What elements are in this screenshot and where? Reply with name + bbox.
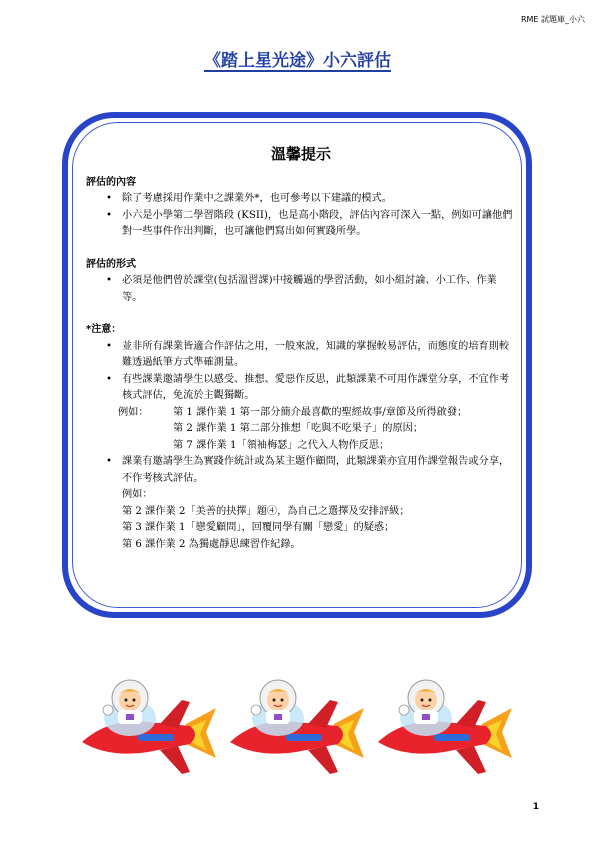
list-item-text: 除了考慮採用作業中之課業外*，也可參考以下建議的模式。 (122, 193, 392, 204)
bullet-icon: • (106, 373, 113, 385)
list-item-text: 必須是他們曾於課堂(包括溫習課)中接觸過的學習活動，如小組討論、小工作、作業等。 (122, 275, 497, 303)
bullet-icon: • (106, 209, 113, 221)
astronaut-rocket-icon (226, 672, 366, 782)
notes-list (86, 339, 516, 405)
list-item-text: 小六是小學第二學習階段 (KSII)，也是高小階段，評估內容可深入一點，例如可讓他們對一些事件作出判斷，也可讓他們寫出如何實踐所學。 (122, 209, 513, 237)
astronaut-rocket-icon (374, 672, 514, 782)
list-item (86, 339, 516, 372)
example-row (86, 405, 516, 422)
header-tag: RME 試題庫_小六 (520, 15, 585, 24)
bullet-icon: • (106, 340, 113, 352)
list-item (86, 273, 516, 306)
bullet-icon: • (106, 275, 113, 286)
content-list (86, 191, 516, 241)
tips-box (86, 146, 516, 553)
example-line: 第 3 課作業 1「戀愛顧問」，回覆同學有關「戀愛」的疑惑； (122, 522, 395, 533)
notes-list-2 (86, 454, 516, 487)
list-item (86, 191, 516, 208)
example-line: 第 2 課作業 1 第二部分推想「吃與不吃果子」的原因； (173, 423, 424, 434)
example-line: 第 6 課作業 2 為獨處靜思練習作紀錄。 (122, 538, 301, 550)
section-heading-notes: *注意： (86, 324, 122, 335)
tips-title: 溫馨提示 (270, 145, 331, 163)
example-line: 第 1 課作業 1 第一部分簡介最喜歡的聖經故事/章節及所得啟發； (173, 406, 468, 418)
format-list (86, 273, 516, 306)
page-title (0, 46, 595, 71)
section-heading-content: 評估的內容 (86, 176, 136, 188)
list-item (86, 208, 516, 241)
rocket-illustrations (78, 672, 478, 782)
list-item-text: 有些課業邀請學生以感受、推想、愛惡作反思，此類課業不可用作課堂分享，不宜作考核式評估，免流於主觀獨斷。 (122, 373, 510, 401)
example-label: 例如： (122, 489, 153, 500)
section-heading-format: 評估的形式 (86, 258, 136, 270)
example-line: 第 7 課作業 1「領袖梅瑟」之代入人物作反思； (173, 439, 390, 451)
list-item-text: 課業有邀請學生為實踐作統計或為某主題作顧問，此類課業亦宜用作課堂報告或分享，不作考核式評估。 (122, 456, 510, 484)
list-item (86, 372, 516, 405)
astronaut-rocket-icon (78, 672, 218, 782)
bullet-icon: • (106, 193, 113, 204)
bullet-icon: • (106, 456, 113, 467)
example-line: 第 2 課作業 2「美善的抉擇」題④，為自己之選擇及安排評級； (122, 505, 410, 517)
list-item (86, 454, 516, 487)
example-lead: 例如： (118, 406, 149, 418)
page-number: 1 (532, 802, 539, 812)
list-item-text: 並非所有課業皆適合作評估之用，一般來說，知識的掌握較易評估，而態度的培育則較難透過紙筆方式準確測量。 (122, 340, 510, 368)
page-title-text: 《踏上星光途》小六評估 (204, 51, 391, 71)
